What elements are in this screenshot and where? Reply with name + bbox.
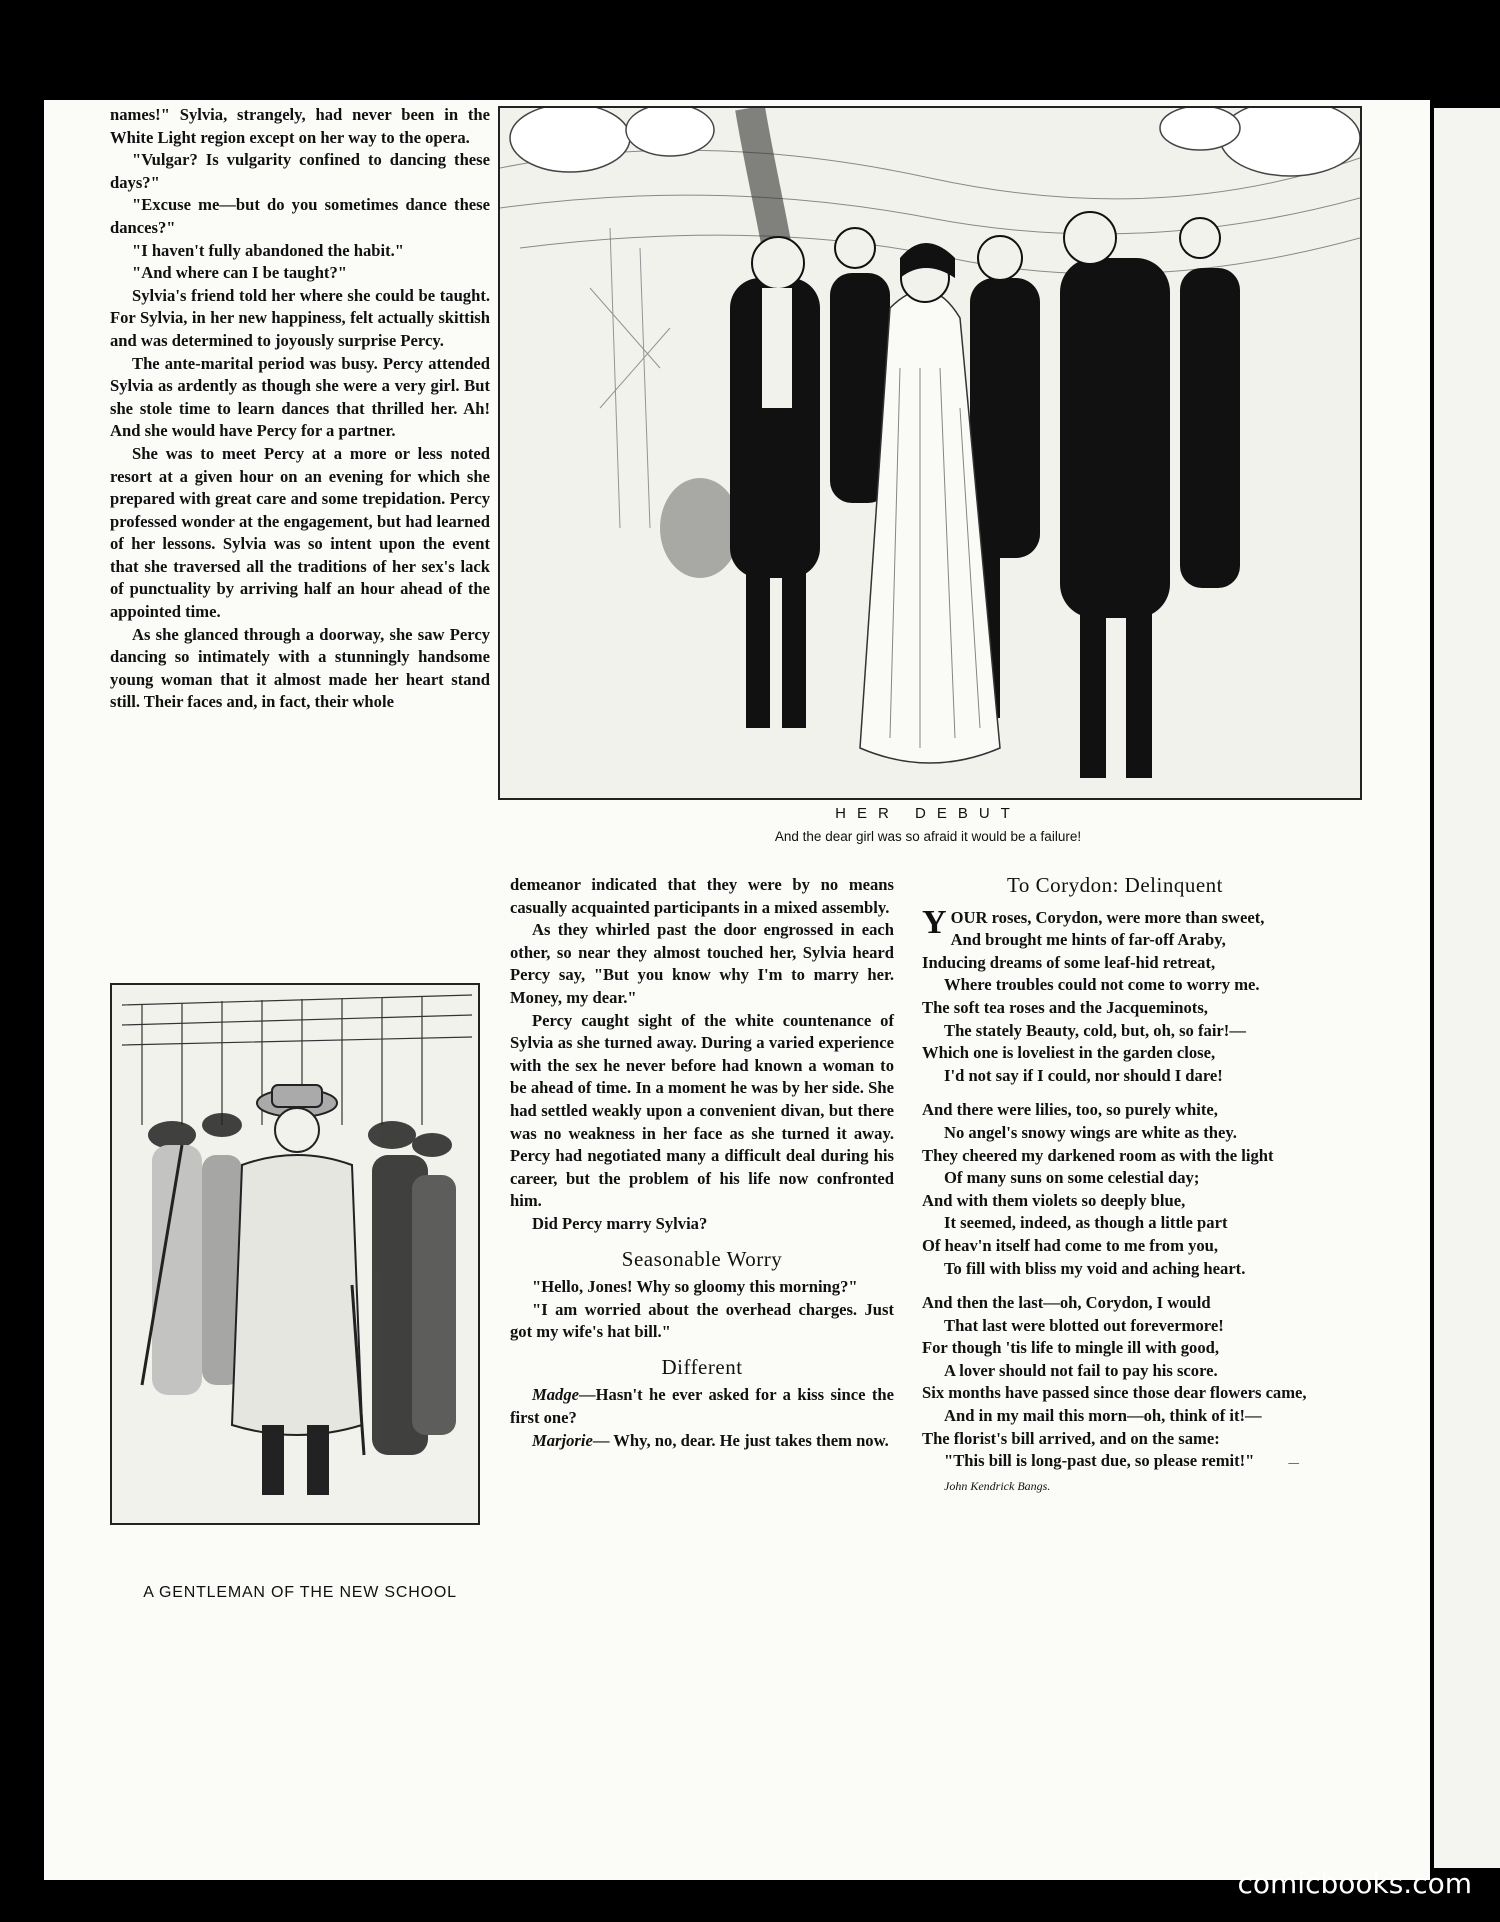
story-column-left	[110, 104, 490, 714]
story-paragraph: "I haven't fully abandoned the habit."	[132, 240, 405, 260]
watermark: comicbooks.com	[1237, 1867, 1472, 1900]
poem-line: Which one is loveliest in the garden close,	[922, 1043, 1216, 1063]
poem	[922, 903, 1308, 1498]
poem-stanza	[922, 1292, 1308, 1497]
gentleman-illustration	[110, 983, 480, 1525]
poem-line: To fill with bliss my void and aching heart.	[944, 1258, 1246, 1278]
different-heading: Different	[661, 1354, 743, 1379]
poem-line: That last were blotted out forevermore!	[944, 1315, 1224, 1335]
poem-line: And with them violets so deeply blue,	[922, 1190, 1186, 1210]
street-crowd-drawing	[112, 985, 478, 1523]
poem-line: I'd not say if I could, nor should I dare!	[944, 1065, 1223, 1085]
poem-line: Six months have passed since those dear flowers came,	[922, 1383, 1307, 1403]
story-paragraph: Percy caught sight of the white countenance of Sylvia as she turned away. During a varied experience with the sex he never before had known a woman to be ahead of time. In a moment he was by her side. She had settled weakly upon a convenient divan, but there was no weakness in her face as she turned it away. Percy had negotiated many a difficult deal during his career, but the problem of his life now confronted him.	[510, 1010, 894, 1211]
story-paragraph: As they whirled past the door engrossed in each other, so near they almost touched her, Sylvia heard Percy say, "But you know why I'm to marry her. Money, my dear."	[510, 920, 894, 1007]
speaker-name: Marjorie	[532, 1430, 593, 1450]
dialogue-text: —Hasn't he ever asked for a kiss since the first one?	[510, 1385, 894, 1428]
story-paragraph: As she glanced through a doorway, she saw Percy dancing so intimately with a stunningly handsome young woman that it almost made her heart stand still. Their faces and, in fact, their whole	[110, 624, 490, 712]
story-paragraph: "And where can I be taught?"	[132, 263, 347, 283]
next-page-edge	[1434, 108, 1500, 1868]
poem-line: And in my mail this morn—oh, think of it!—	[944, 1406, 1262, 1426]
story-paragraph: names!" Sylvia, strangely, had never been in the White Light region except on her way to the opera.	[110, 105, 490, 147]
poem-line: Of many suns on some celestial day;	[944, 1168, 1200, 1188]
speaker-name: Madge	[532, 1385, 580, 1405]
dialogue-line	[510, 1384, 894, 1429]
story-paragraph: Did Percy marry Sylvia?	[532, 1213, 708, 1233]
poem-line: And then the last—oh, Corydon, I would	[922, 1293, 1211, 1313]
poem-line: No angel's snowy wings are white as they.	[944, 1122, 1237, 1142]
poem-line: And there were lilies, too, so purely white,	[922, 1100, 1218, 1120]
story-paragraph: Sylvia's friend told her where she could be taught. For Sylvia, in her new happiness, felt actually skittish and was determined to joyously surprise Percy.	[110, 285, 490, 350]
poem-line: OUR roses, Corydon, were more than sweet,	[950, 907, 1265, 927]
poem-line: The stately Beauty, cold, but, oh, so fair!—	[944, 1020, 1246, 1040]
poem-line: Where troubles could not come to worry me.	[944, 975, 1260, 995]
illustration-title: HER DEBUT	[835, 805, 1021, 822]
poem-stanza	[922, 1099, 1308, 1280]
poem-line: Inducing dreams of some leaf-hid retreat,	[922, 952, 1216, 972]
poem-line: They cheered my darkened room as with the light	[922, 1145, 1274, 1165]
story-paragraph: She was to meet Percy at a more or less noted resort at a given hour on an evening for which she prepared with great care and some trepidation. Percy professed wonder at the engagement, but had learned of her lessons. Sylvia was so intent upon the event that she traversed all the traditions of her sex's lack of punctuality by arriving half an hour ahead of the appointed time.	[110, 443, 490, 622]
poem-line: It seemed, indeed, as though a little part	[944, 1213, 1228, 1233]
dialogue-text: — Why, no, dear. He just takes them now.	[592, 1430, 889, 1450]
story-paragraph: "Excuse me—but do you sometimes dance these dances?"	[110, 195, 490, 237]
story-paragraph: "Vulgar? Is vulgarity confined to dancing these days?"	[110, 150, 490, 192]
poem-stanza	[922, 903, 1308, 1088]
story-column-middle	[510, 874, 894, 1452]
joke-line: "Hello, Jones! Why so gloomy this morning?"	[532, 1277, 858, 1297]
poem-line: The soft tea roses and the Jacqueminots,	[922, 997, 1208, 1017]
bottom-illustration-caption: A GENTLEMAN OF THE NEW SCHOOL	[143, 1584, 457, 1601]
poem-line: "This bill is long-past due, so please remit!"	[944, 1451, 1255, 1471]
seasonable-worry-heading: Seasonable Worry	[621, 1246, 783, 1271]
dialogue-line	[510, 1430, 894, 1453]
poem-column	[922, 874, 1308, 1509]
poem-line: For though 'tis life to mingle ill with good,	[922, 1338, 1220, 1358]
poem-line: And brought me hints of far-off Araby,	[950, 930, 1226, 950]
poem-heading: To Corydon: Delinquent	[1006, 873, 1223, 897]
story-paragraph: demeanor indicated that they were by no means casually acquainted participants in a mixed assembly.	[510, 875, 894, 917]
ballroom-drawing	[500, 108, 1360, 798]
poem-signature: —John Kendrick Bangs.	[944, 1455, 1300, 1493]
illustration-caption: And the dear girl was so afraid it would be a failure!	[774, 829, 1082, 844]
poem-line: A lover should not fail to pay his score.	[944, 1360, 1218, 1380]
poem-line: The florist's bill arrived, and on the same:	[922, 1428, 1220, 1448]
joke-line: "I am worried about the overhead charges. Just got my wife's hat bill."	[510, 1299, 894, 1342]
her-debut-illustration	[498, 106, 1362, 800]
poem-line: Of heav'n itself had come to me from you,	[922, 1235, 1219, 1255]
story-paragraph: The ante-marital period was busy. Percy attended Sylvia as ardently as though she were a very girl. But she stole time to learn dances that thrilled her. Ah! And she would have Percy for a partner.	[110, 353, 490, 441]
drop-cap: Y	[922, 903, 947, 941]
